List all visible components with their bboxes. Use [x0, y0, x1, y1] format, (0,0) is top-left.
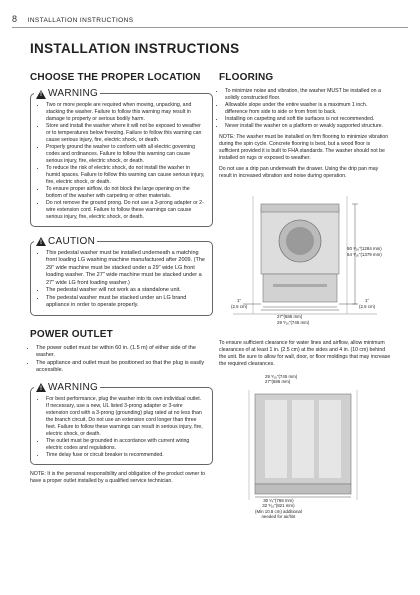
list-item: • The power outlet must be within 60 in. (1.5 m) of either side of the washer. — [36, 345, 213, 360]
caution-box — [30, 235, 213, 316]
caution-triangle-icon: ! — [36, 237, 46, 246]
warning-triangle-icon: ! — [36, 383, 46, 392]
drip-pan-text: Do not use a drip pan underneath the drawer. Using the drip pan may result in increased vibration and noise during operation. — [219, 166, 379, 180]
warning-triangle-icon: ! — [36, 90, 46, 99]
list-item: • Allowable slope under the entire washer is a maximum 1 inch. difference from side to side or from front to back. — [225, 102, 391, 116]
list-item: • Two or more people are required when moving, unpacking, and stacking the washer. Failure to follow this warning may result in damage to property or serious bodily harm. — [46, 102, 205, 123]
location-warning-list — [40, 102, 205, 220]
list-item: • To minimize noise and vibration, the washer MUST be installed on a solidly constructed floor. — [225, 88, 391, 102]
list-item: • To reduce the risk of electric shock, do not install the washer in humid spaces. Failure to follow this warning can cause serious injury, fire, electric shock, or death. — [46, 165, 205, 186]
page-title: INSTALLATION INSTRUCTIONS — [30, 41, 240, 56]
list-item: • This pedestal washer must be installed underneath a matching front loading LG washing machine manufactured after 2009. (The 29" wide machine must be stacked under a 29" wide LG front loading washer. The 27" wide machine must be stacked under a 27" wide LG front loading washer.) — [46, 250, 205, 287]
flooring-list — [219, 88, 391, 130]
flooring-note: NOTE: The washer must be installed on firm flooring to minimize vibration during the spin cycle. Concrete flooring is best, but a wood floor is sufficient provided it is built to FHA standards. The washer should not be installed on rugs or exposed to weather. — [219, 134, 389, 162]
list-item: • Time delay fuse or circuit breaker is recommended. — [46, 452, 205, 459]
warning-badge — [34, 381, 100, 394]
power-heading: POWER OUTLET — [30, 328, 113, 340]
list-item: • To ensure proper airflow, do not block the large opening on the bottom of the washer with carpeting or other materials. — [46, 186, 205, 200]
warning-label: WARNING — [48, 381, 99, 393]
width-dimension-label: 27"(686 mm) 29 ⁵⁄₁₆"(745 mm) — [277, 314, 310, 325]
caution-label: CAUTION — [48, 235, 96, 247]
list-item: • Store and install the washer where it will not be exposed to weather or to temperatures below freezing. Failure to follow this warning can cause serious injury, fire, electric shock, or death. — [46, 123, 205, 144]
list-item: • Never install the washer on a platform or weakly supported structure. — [225, 123, 391, 130]
caution-list — [40, 250, 205, 310]
warning-label: WARNING — [48, 88, 99, 100]
header-title: INSTALLATION INSTRUCTIONS — [27, 17, 134, 24]
top-view-drawing — [219, 380, 391, 530]
location-warning-box — [30, 88, 213, 226]
stacked-washer-drawing — [219, 186, 391, 334]
list-item: • Installing on carpeting and soft tile surfaces is not recommended. — [225, 116, 391, 123]
power-warning-box — [30, 381, 213, 465]
caution-badge — [34, 235, 97, 248]
header-divider — [12, 27, 408, 28]
height-dimension-label: 50 ⁹⁄₁₆"(1284 mm) 54 ⁵⁄₁₆"(1379 mm) — [347, 246, 382, 257]
right-column — [219, 71, 391, 530]
depth-dimension-label: 30 ¹⁄₄"(768 mm) 32 ⁵⁄₁₆"(821 mm) (Min 10.8 cm) additional needed for air/lint — [255, 497, 302, 520]
list-item: • Properly ground the washer to conform with all electric governing codes and ordinances. Failure to follow this warning can cause serious injury, fire, electric shock, or death. — [46, 144, 205, 165]
running-header — [12, 14, 133, 24]
clearance-text: To ensure sufficient clearance for water lines and airflow, allow minimum clearances of at least 1 in. (2.5 cm) at the sides and 4 in. (10 cm) behind the unit. Be sure to allow for wall, door, or floor moldings that may increase the required clearances. — [219, 340, 391, 367]
flooring-heading: FLOORING — [219, 72, 274, 83]
list-item: • The outlet must be grounded in accordance with current wiring electric codes and regulations. — [46, 438, 205, 452]
power-list — [30, 345, 213, 375]
list-item: • For best performance, plug the washer into its own individual outlet. If necessary, use a new, UL listed 3-prong adapter or 3-wire extension cord with a 3-prong (grounding) plug rated at no less than the branch circuit. Do not use an extension cord longer than three feet. Failure to follow these warnings can result in serious injury, fire, electric shock, or death. — [46, 396, 205, 438]
list-item: • The appliance and outlet must be positioned so that the plug is easily accessible. — [36, 360, 213, 375]
location-heading: CHOOSE THE PROPER LOCATION — [30, 72, 201, 83]
list-item: • Do not remove the ground prong. Do not use a 3-prong adapter or 2-wire extension cord. Failure to follow these warnings can cause serious injury, fire, electric shock, or death. — [46, 200, 205, 221]
power-warning-list — [40, 396, 205, 459]
stacked-washer-figure — [219, 186, 391, 334]
page-number: 8 — [12, 14, 18, 24]
left-clearance-label: 1" (2.5 cm) — [231, 298, 248, 309]
left-column — [30, 71, 213, 485]
right-clearance-label: 1" (2.5 cm) — [359, 298, 376, 309]
power-note: NOTE: It is the personal responsibility and obligation of the product owner to have a proper outlet installed by a qualified service technician. — [30, 470, 206, 484]
warning-badge — [34, 87, 100, 100]
list-item: • The pedestal washer will not work as a standalone unit. — [46, 287, 205, 294]
list-item: • The pedestal washer must be stacked under an LG brand appliance in order to operate properly. — [46, 295, 205, 310]
top-width-label: 29 ⁵⁄₁₆"(745 mm) 27"(686 mm) — [265, 373, 298, 385]
top-view-figure — [219, 373, 391, 530]
